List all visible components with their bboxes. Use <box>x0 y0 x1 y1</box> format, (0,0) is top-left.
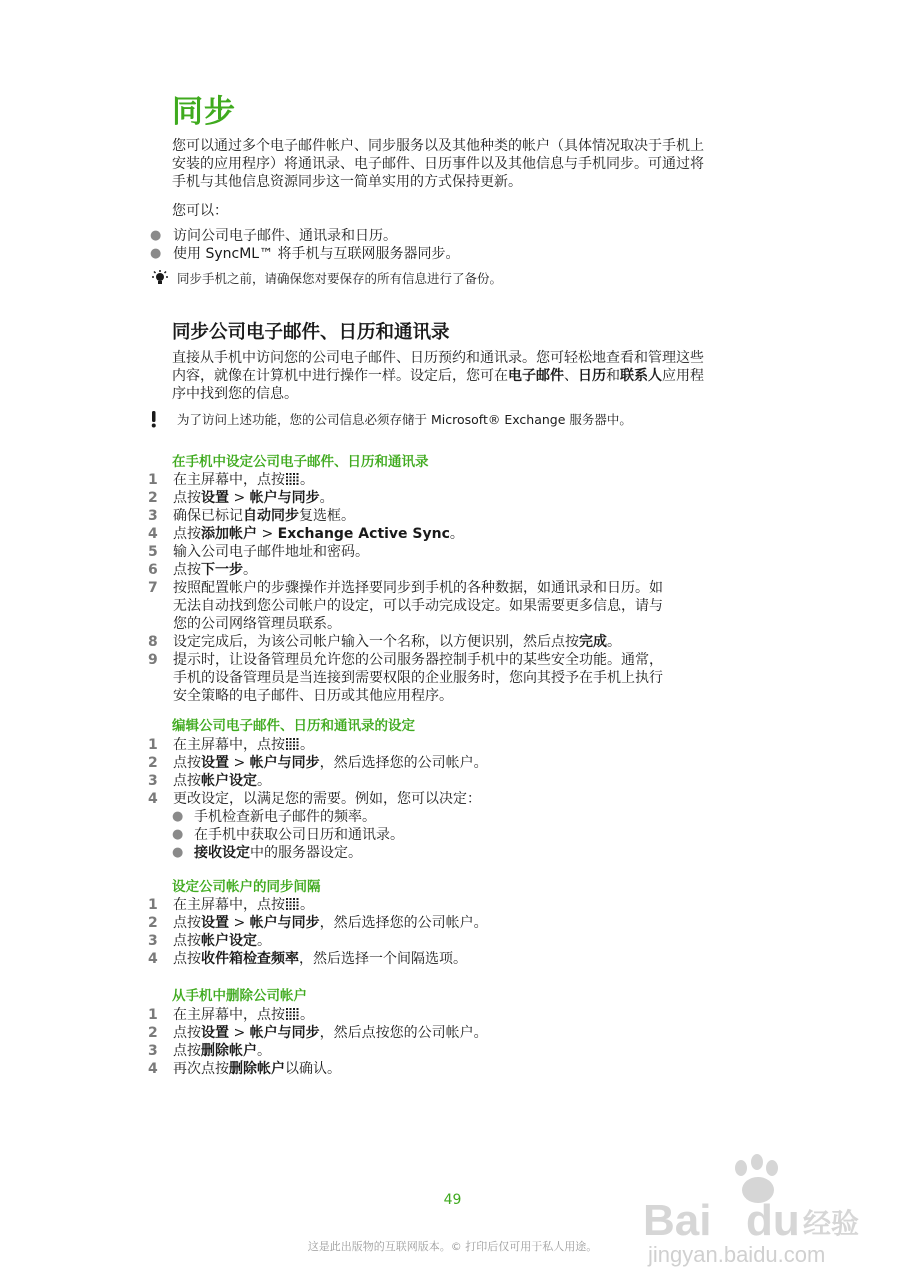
list-item: ● 使用 SyncML™ 将手机与互联网服务器同步。 <box>150 246 460 262</box>
app-grid-icon <box>286 898 299 910</box>
list-item: ● 接收设定中的服务器设定。 <box>172 845 362 861</box>
svg-text:Bai: Bai <box>643 1196 712 1245</box>
svg-text:经验: 经验 <box>803 1207 860 1240</box>
list-item: ● 访问公司电子邮件、通讯录和日历。 <box>150 228 397 244</box>
page-number: 49 <box>443 1192 462 1208</box>
step-row: 2 点按设置 > 帐户与同步，然后选择您的公司帐户。 <box>148 755 488 771</box>
step-row: 6 点按下一步。 <box>148 562 257 578</box>
step-row: 4 再次点按删除帐户以确认。 <box>148 1061 341 1077</box>
edit-steps <box>148 736 748 862</box>
step-row: 3 点按帐户设定。 <box>148 933 271 949</box>
baidu-watermark <box>638 1150 860 1270</box>
step-row: 5 输入公司电子邮件地址和密码。 <box>148 544 369 560</box>
watermark-url: jingyan.baidu.com <box>648 1242 826 1267</box>
interval-steps <box>148 896 748 968</box>
app-grid-icon <box>286 738 299 750</box>
step-row: 4 点按添加帐户 > Exchange Active Sync。 <box>148 526 464 542</box>
footer-note: 这是此出版物的互联网版本。© 打印后仅可用于私人用途。 <box>307 1240 598 1253</box>
app-grid-icon <box>286 473 299 485</box>
step-row: 9 提示时，让设备管理员允许您的公司服务器控制手机中的某些安全功能。通常， 手机的设备管理员是当连接到需要权限的企业服务时，您向其授予在手机上执行 安全策略的电子邮件、日历或其他应用程序。 <box>148 652 663 704</box>
step-row: 2 点按设置 > 帐户与同步，然后点按您的公司帐户。 <box>148 1025 488 1041</box>
step-row: 7 按照配置帐户的步骤操作并选择要同步到手机的各种数据，如通讯录和日历。如 无法自动找到您公司帐户的设定，可以手动完成设定。如果需要更多信息，请与 您的公司网络管理员联系。 <box>148 580 663 632</box>
step-row: 4 点按收件箱检查频率，然后选择一个间隔选项。 <box>148 951 467 967</box>
you-can-label: 您可以： <box>172 203 228 219</box>
interval-heading: 设定公司帐户的同步间隔 <box>172 879 321 895</box>
step-row: 4 更改设定，以满足您的需要。例如，您可以决定： <box>148 791 481 807</box>
step-row: 1 在主屏幕中，点按 。 <box>148 1007 314 1023</box>
intro-bullets <box>150 227 770 263</box>
setup-heading: 在手机中设定公司电子邮件、日历和通讯录 <box>172 454 429 470</box>
manual-page: 同步 您可以通过多个电子邮件帐户、同步服务以及其他种类的帐户（具体情况取决于手机上 安装的应用程序）将通讯录、电子邮件、日历事件以及其他信息与手机同步。可通过将 手机与其他信息资源同步这一简单实用的方式保持更新。 您可以： ● 访问公司电子邮件、通讯录和日历。 ● 使用 SyncML™ 将手机与互联网服务器同步。 同步手机之前，请确保您对要保存的所有信息进行了备份。 同步公司电子邮件、日历和通讯录 直接从手机中访问您的公司电子邮件、日历预约和通讯录。您可轻松地查看和管理这些 内容，就像在计算机中进行操作一样。设定后，您可在电子邮件、日历和联系人应用程 序中找到您的信息。 为了访问上述功能，您的公司信息必须存储于 Microsoft® Exchange 服务器中。 在手机中设定公司电子邮件、日历和通讯录 1 在主屏幕中，点按 。 2 点按设置 > 帐户与同步。 3 确保已标记自动同步复选框。 4 点按添加帐户 > Exchange Active Sync。 5 输入公司电子邮件地址和密码。 6 点按下一步。 7 按照配置帐户的步骤操作并选择要同步到手机的各种数据，如通讯录和日历。如 无法自动找到您公司帐户的设定，可以手动完成设定。如果需要更多信息，请与 您的公司网络管理员联系。 8 设定完成后，为该公司帐户输入一个名称，以方便识别，然后点按完成。 9 提示时，让设备管理员允许您的公司服务器控制手机中的某些安全功能。通常， 手机的设备管理员是当连接到需要权限的企业服务时，您向其授予在手机上执行 安全策略的电子邮件、日历或其他应用程序。 编辑公司电子邮件、日历和通讯录的设定 1 在主屏幕中，点按 。 2 点按设置 > 帐户与同步，然后选择您的公司帐户。 3 点按帐户设定。 4 更改设定，以满足您的需要。例如，您可以决定： ● 手机检查新电子邮件的频率。 ● 在手机中获取公司日历和通讯录。 ● 接收设定中的服务器设定。 设定公司帐户的同步间隔 1 在主屏幕中，点按 。 2 点按设置 > 帐户与同步，然后选择您的公司帐户。 3 点按帐户设定。 4 点按收件箱检查频率，然后选择一个间隔选项。 从手机中删除公司帐户 1 在主屏幕中，点按 。 2 点按设置 > 帐户与同步，然后点按您的公司帐户。 3 点按删除帐户。 4 再次点按删除帐户以确认。 49 这是此出版物的互联网版本。© 打印后仅可用于私人用途。 Bai du 经验 jingyan.baidu.com <box>0 0 905 1280</box>
step-row: 1 在主屏幕中，点按 。 <box>148 897 314 913</box>
step-row: 1 在主屏幕中，点按 。 <box>148 737 314 753</box>
remove-steps <box>148 1006 748 1078</box>
step-row: 2 点按设置 > 帐户与同步。 <box>148 490 334 506</box>
step-row: 3 点按删除帐户。 <box>148 1043 271 1059</box>
remove-heading: 从手机中删除公司帐户 <box>172 988 307 1004</box>
step-row: 3 确保已标记自动同步复选框。 <box>148 508 355 524</box>
setup-steps <box>148 471 748 705</box>
list-item: ● 在手机中获取公司日历和通讯录。 <box>172 827 404 843</box>
edit-heading: 编辑公司电子邮件、日历和通讯录的设定 <box>172 718 415 734</box>
list-item: ● 手机检查新电子邮件的频率。 <box>172 809 376 825</box>
step-row: 1 在主屏幕中，点按 。 <box>148 472 314 488</box>
svg-text:du: du <box>746 1196 800 1245</box>
intro-paragraph: 您可以通过多个电子邮件帐户、同步服务以及其他种类的帐户（具体情况取决于手机上 安装的应用程序）将通讯录、电子邮件、日历事件以及其他信息与手机同步。可通过将 手机与其他信息资源同步这一简单实用的方式保持更新。 <box>172 138 704 190</box>
app-grid-icon <box>286 1008 299 1020</box>
step-row: 2 点按设置 > 帐户与同步，然后选择您的公司帐户。 <box>148 915 488 931</box>
lightbulb-icon <box>150 270 170 287</box>
section-paragraph: 直接从手机中访问您的公司电子邮件、日历预约和通讯录。您可轻松地查看和管理这些 内容，就像在计算机中进行操作一样。设定后，您可在电子邮件、日历和联系人应用程 序中找到您的信息。 <box>172 350 704 402</box>
step-row: 3 点按帐户设定。 <box>148 773 271 789</box>
section-heading: 同步公司电子邮件、日历和通讯录 <box>172 322 450 343</box>
step-row: 8 设定完成后，为该公司帐户输入一个名称，以方便识别，然后点按完成。 <box>148 634 621 650</box>
exclamation-icon <box>150 411 170 428</box>
page-title: 同步 <box>172 94 236 130</box>
